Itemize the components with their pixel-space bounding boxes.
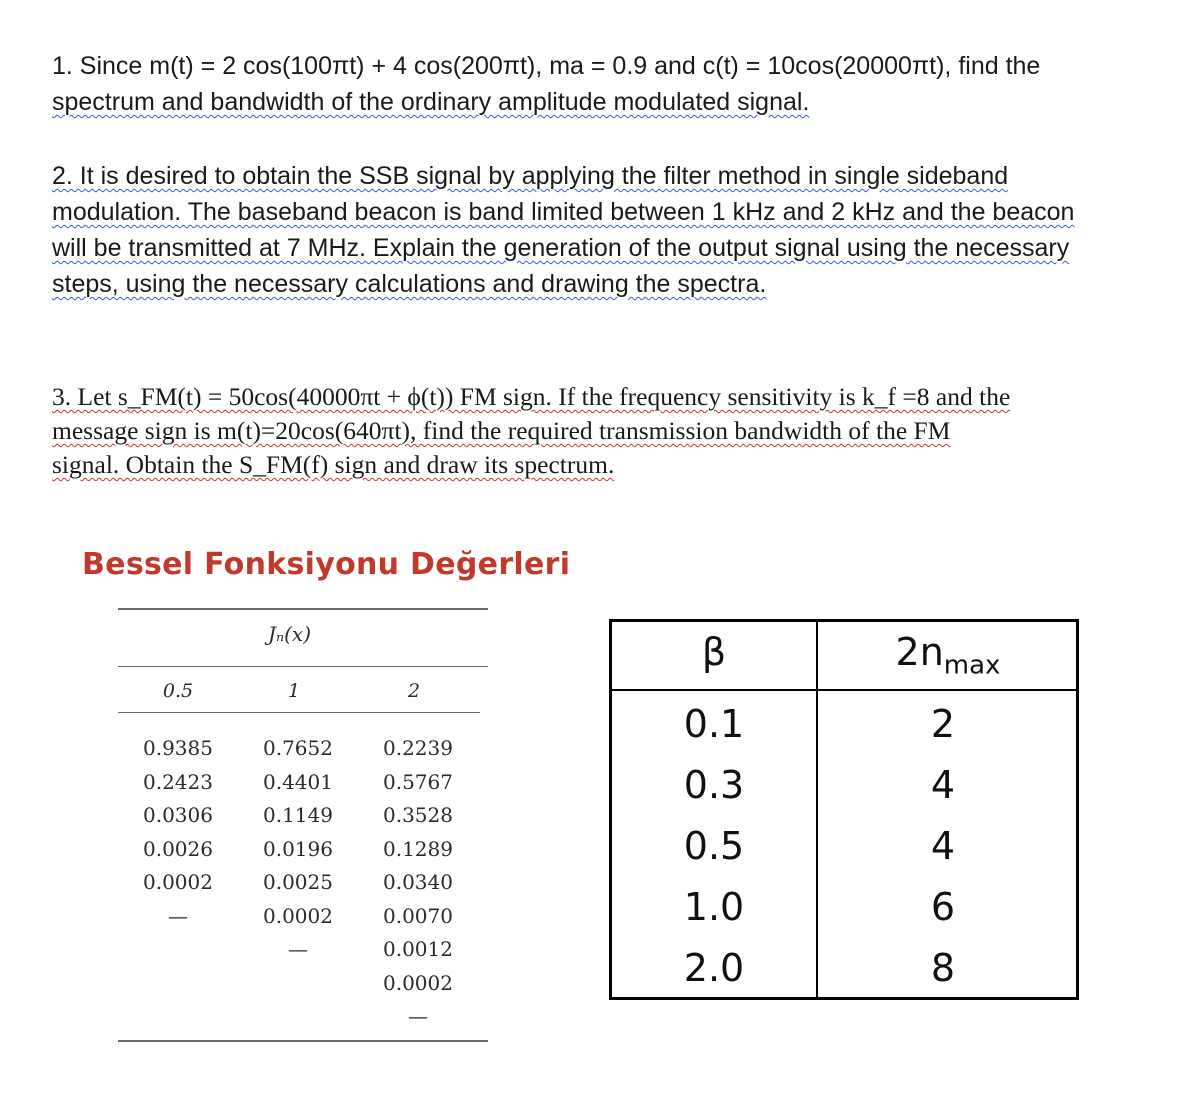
question-3-line-3: signal. Obtain the S_FM(f) sign and draw its spectrum. <box>52 450 615 479</box>
bessel-cell: 0.0070 <box>383 903 453 928</box>
bessel-cell: 0.5767 <box>383 769 453 794</box>
bessel-cell: 0.1289 <box>383 836 453 861</box>
beta-value: 2.0 <box>683 946 745 990</box>
bessel-cell: — <box>168 903 188 928</box>
bessel-cell: 0.0340 <box>383 870 453 894</box>
question-2-line-3: will be transmitted at 7 MHz. Explain the generation of the output signal using the necessary <box>52 234 1070 262</box>
bessel-cell: 0.0026 <box>143 836 213 861</box>
subheader-rule <box>118 712 480 713</box>
header-divider <box>612 689 1076 691</box>
bessel-cell: 0.0196 <box>263 836 333 861</box>
nmax-value: 4 <box>930 763 956 807</box>
bessel-cell: 0.0306 <box>143 803 213 827</box>
nmax-header-main: 2n <box>895 630 944 674</box>
bessel-cell: 0.0025 <box>263 870 333 894</box>
bessel-values-table <box>118 600 490 1050</box>
bessel-table-title: Bessel Fonksiyonu Değerleri <box>82 547 571 582</box>
bessel-cell: 0.4401 <box>263 769 333 794</box>
question-3-line-1: 3. Let s_FM(t) = 50cos(40000πt + ϕ(t)) FM sign. If the frequency sensitivity is k_f =8 and the <box>52 382 1011 411</box>
beta-value: 0.3 <box>683 763 745 807</box>
bessel-cell: 0.3528 <box>383 803 453 827</box>
question-3-line-2: message sign is m(t)=20cos(640πt), find the required transmission bandwidth of the FM <box>52 416 951 445</box>
bessel-cell: 0.2239 <box>383 736 453 760</box>
beta-value: 1.0 <box>683 885 745 929</box>
table-top-rule <box>118 608 488 610</box>
nmax-header-sub: max <box>943 650 1001 681</box>
bessel-cell: 0.0002 <box>143 870 213 894</box>
nmax-value: 8 <box>930 946 956 990</box>
x-value-2: 2 <box>407 680 421 702</box>
question-2-line-2: modulation. The baseband beacon is band limited between 1 kHz and 2 kHz and the beacon <box>52 198 1075 226</box>
question-1 <box>52 48 1187 120</box>
beta-value: 0.1 <box>683 702 745 746</box>
bessel-cell: 0.7652 <box>263 736 333 760</box>
beta-table <box>609 619 1079 1000</box>
x-value-0: 0.5 <box>162 680 194 702</box>
question-1-line-1: 1. Since m(t) = 2 cos(100πt) + 4 cos(200πt), ma = 0.9 and c(t) = 10cos(20000πt), find the <box>52 52 1041 80</box>
nmax-column-header <box>818 630 1078 681</box>
bessel-header: Jₙ(x) <box>268 622 312 646</box>
table-bottom-rule <box>118 1040 488 1042</box>
question-1-line-2: spectrum and bandwidth of the ordinary amplitude modulated signal. <box>52 88 810 116</box>
bessel-cell: — <box>408 1004 428 1028</box>
beta-column-header: β <box>701 630 727 674</box>
question-2-line-4: steps, using the necessary calculations and drawing the spectra. <box>52 270 767 298</box>
bessel-cell: 0.9385 <box>143 736 213 760</box>
nmax-value: 2 <box>930 702 956 746</box>
question-2-line-1: 2. It is desired to obtain the SSB signal by applying the filter method in single sideband <box>52 162 1009 190</box>
bessel-cell: 0.0012 <box>383 937 453 961</box>
bessel-cell: 0.2423 <box>143 769 213 794</box>
nmax-value: 4 <box>930 824 956 868</box>
x-value-1: 1 <box>287 680 301 702</box>
nmax-value: 6 <box>930 885 956 929</box>
bessel-cell: 0.0002 <box>263 903 333 928</box>
bessel-cell: 0.1149 <box>263 803 333 827</box>
bessel-cell: 0.0002 <box>383 970 453 995</box>
question-3 <box>52 380 1187 482</box>
bessel-cell: — <box>288 937 308 961</box>
beta-value: 0.5 <box>683 824 745 868</box>
question-2 <box>52 158 1187 302</box>
header-rule <box>118 666 488 667</box>
